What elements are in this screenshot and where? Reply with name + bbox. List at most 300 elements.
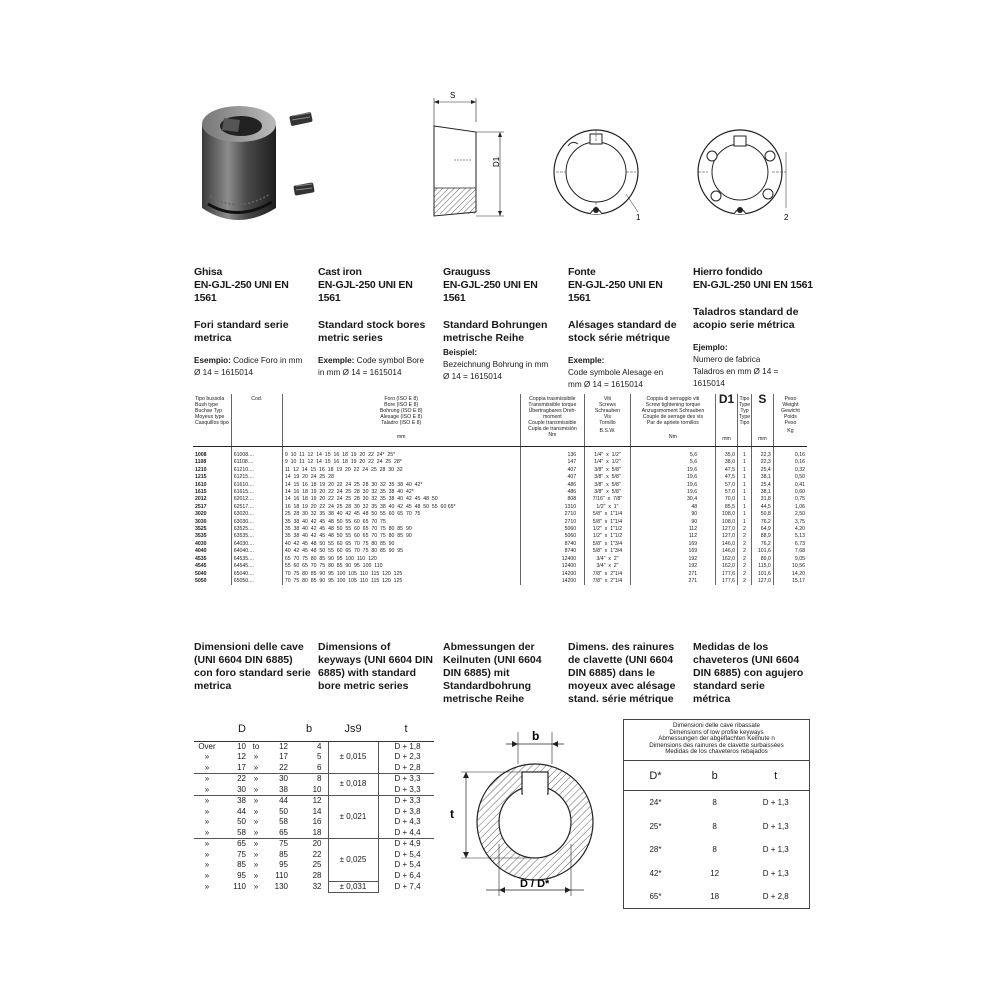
cell-bores: 14 19 20 24 25 28 [282,474,520,481]
cell-d: 24* [649,798,662,808]
material-column-es [693,266,813,390]
cell-bores: 40 42 45 48 50 55 60 65 70 75 80 85 90 [282,541,520,548]
screw-length: 1" [613,503,619,510]
cell-tipo: 2 [738,541,752,548]
screw-length: 5/8" [611,489,621,496]
cell-screw [585,511,631,518]
material-column-de [443,266,561,383]
times-sign: x [601,533,611,540]
times-sign: x [601,511,611,518]
cell-t: D + 5,4 [394,860,421,869]
cell-to-word: » [253,752,259,761]
table-row [193,578,807,585]
cell-from: 17 [220,763,248,774]
cell-t: D + 1,3 [762,845,789,855]
cell-to: 22 [264,763,290,774]
cell-from: 38 [237,796,246,805]
times-sign: x [601,548,611,555]
cell-torque: 1310 [520,504,585,511]
screw-length: 1"3/4 [610,548,623,555]
cell-from: 85 [237,860,246,869]
times-sign: x [601,577,611,584]
keyway-row [194,828,434,839]
cell-to-word: » [253,806,259,816]
cell-from: 44 [237,806,246,816]
cell-torque: 486 [520,489,585,496]
keyway-header-b: b [290,717,328,741]
keyway-row [194,850,434,861]
cell-tightening: 90 [630,519,715,526]
cell-s: 76,2 [751,541,773,548]
low-profile-header-row [624,761,809,791]
cell-to: 50 [279,806,288,816]
cell-tipo: 2 [738,526,752,533]
s-label: S [450,91,456,100]
cell-tightening: 48 [630,504,715,511]
cell-b: 6 [290,763,328,774]
times-sign: x [603,452,612,458]
screw-length: 1"1/4 [610,511,623,518]
example-code: Code symbole Alesage en mm Ø 14 = 1615014 [568,368,664,389]
table-row [193,519,807,526]
cell-t: D + 6,4 [394,870,421,880]
low-profile-header-b: b [687,761,743,791]
example-code: in mm Ø 14 = 1615014 [318,368,402,377]
cell-cod: 63020.... [231,511,282,518]
cell-over: » [204,806,210,816]
cell-b: 20 [290,839,328,850]
material-name: Hierro fondido [693,266,763,278]
cell-screw [585,482,631,489]
header-tipo: Tipo Type Typ Type Tipo [738,394,752,447]
cell-tightening: 192 [630,563,715,570]
cell-weight: 0,41 [773,482,807,489]
screw-length: 1"3/4 [610,540,623,547]
screw-length: 1"1/4 [610,518,623,525]
cell-to: 95 [279,860,288,869]
cell-to: 38 [264,785,290,796]
low-profile-row [624,791,809,815]
cell-tipo: 1 [738,519,752,526]
table-row [193,541,807,548]
keyway-drawing [446,724,616,900]
cell-tightening: 169 [630,548,715,555]
cell-screw [585,474,631,481]
cell-d: 65* [649,892,662,902]
cell-b: 14 [290,807,328,818]
times-sign: x [601,518,611,525]
cell-over: » [204,849,210,859]
cell-t: D + 2,8 [762,892,789,902]
cell-to: 110 [275,870,288,880]
cell-d1: 177,6 [716,571,738,578]
cell-over: » [204,774,210,783]
cell-b: 10 [290,785,328,796]
example-text: Bezeichnung Bohrung in mm [443,360,549,369]
cell-weight: 10,56 [773,563,807,570]
table-row [193,504,807,511]
cell-to-word: » [253,849,259,859]
cell-weight: 5,13 [773,533,807,540]
cell-torque: 407 [520,474,585,481]
cell-tightening: 271 [630,578,715,585]
screw-size: 5/8" [592,548,602,555]
cell-weight: 7,68 [773,548,807,555]
cell-bores: 70 75 80 85 90 95 100 105 110 115 120 125 [282,578,520,585]
cell-tightening: 112 [630,533,715,540]
material-norm: EN-GJL-250 UNI EN 1561 [693,279,813,291]
cell-weight: 1,06 [773,504,807,511]
screw-length: 2" [613,563,619,570]
cell-cod: 61108.... [231,459,282,466]
cell-js9: ± 0,018 [328,774,378,796]
screw-length: 1"1/2 [610,533,623,540]
cell-type: 2517 [195,503,207,510]
cell-type: 1008 [195,452,207,458]
keyway-title-en: Dimensions of keyways (UNI 6604 DIN 6885) with standard bore metric series [318,641,433,692]
cell-s: 22,3 [751,459,773,466]
cell-s: 22,3 [751,447,773,460]
low-profile-row [624,838,809,862]
screw-size: 5/8" [592,511,602,518]
cell-d: 28* [649,845,662,855]
cell-tipo: 2 [738,578,752,585]
cell-weight: 9,05 [773,556,807,563]
keyway-table [194,717,434,893]
cell-tipo: 1 [738,504,752,511]
cell-torque: 12400 [520,556,585,563]
header-screws: Viti Screws Schrauben Vis Tornillo B.S.W. [585,394,631,447]
keyway-row [194,752,434,763]
cell-tipo: 2 [738,556,752,563]
cell-to-word: » [253,870,259,880]
cell-tightening: 30,4 [630,496,715,503]
cell-js9: ± 0,031 [328,881,378,893]
cell-b: 18 [710,892,720,902]
cell-s: 101,6 [751,571,773,578]
example-label: Ejemplo: [693,343,728,352]
cell-tipo: 1 [738,474,752,481]
cell-screw [585,496,631,503]
cell-s: 38,1 [751,489,773,496]
bush-photo [188,96,328,230]
taper-bush-table [193,394,807,585]
cell-to-word: » [253,860,259,869]
cell-type: 4545 [195,563,207,570]
cell-torque: 8740 [520,541,585,548]
cell-t: D + 4,4 [378,828,434,839]
cell-type: 4030 [195,540,207,547]
bores-title: Taladros standard de acopio serie métrica [693,306,799,331]
cell-d1: 35,0 [716,447,738,460]
bush-type2-drawing [690,122,800,226]
screw-length: 2" [613,555,619,562]
cell-bores: 55 60 65 70 75 80 85 90 95 100 110 [282,563,520,570]
cell-b: 8 [290,774,328,785]
cell-s: 31,8 [751,496,773,503]
cell-b: 18 [290,828,328,839]
screw-size: 1/2" [596,503,606,510]
material-name: Grauguss [443,266,491,278]
cell-cod: 65050.... [231,578,282,585]
cell-type: 5040 [195,570,207,577]
cell-torque: 5060 [520,526,585,533]
cell-type: 5050 [195,577,207,584]
header-s: S mm [751,394,773,447]
cell-screw [585,571,631,578]
cell-type: 1610 [195,481,207,488]
cell-to-word: » [253,881,259,891]
cell-t: D + 1,8 [394,741,421,751]
cell-screw [585,519,631,526]
material-norm: EN-GJL-250 UNI EN 1561 [443,279,538,304]
cell-screw [585,467,631,474]
keyway-header-t: t [378,717,434,741]
screw-size: 3/8" [594,481,604,488]
screw-size: 1/4" [594,452,604,458]
example-label: Beispiel: [443,348,478,357]
times-sign: x [603,466,612,473]
low-profile-row [624,861,809,885]
material-name: Ghisa [194,266,223,278]
cell-type: 4040 [195,548,207,555]
header-torque: Coppia trasmissibile Transmissible torque Übertragbares Dreh- moment Couple transmissible Cupla de transmisión Nm [520,394,585,447]
keyway-title-fr: Dimens. des rainures de clavette (UNI 6604 DIN 6885) dans le moyeux avec alésage stand. série métrique [568,641,676,705]
cell-weight: 0,16 [773,459,807,466]
cell-weight: 0,32 [773,467,807,474]
cell-type: 2012 [195,496,207,503]
cell-tipo: 2 [738,563,752,570]
cell-b: 28 [290,871,328,882]
bores-title: Standard Bohrungen metrische Reihe [443,319,548,344]
cell-tipo: 1 [738,489,752,496]
cell-to: 12 [279,741,288,751]
cell-from: 95 [237,870,246,880]
cell-screw [585,526,631,533]
screw-size: 7/16" [592,496,605,503]
times-sign: x [603,474,612,481]
cell-b: 8 [712,845,717,855]
cell-screw [585,548,631,555]
cell-s: 44,5 [751,504,773,511]
cell-to-word: » [253,796,259,805]
keyway-header-d: D [194,717,290,741]
screw-size: 5/8" [592,518,602,525]
header-weight: Peso Weight Gewicht Poids Peso Kg [773,394,807,447]
cell-torque: 136 [520,447,585,460]
cell-b: 22 [290,850,328,861]
header-type: Tipo bussola Bush type Buchse Typ Moyeux type Casquillos tipo [193,394,231,447]
table-row [193,482,807,489]
type1-label: 1 [636,213,641,222]
cell-bores: 35 38 40 42 45 48 50 55 60 65 70 75 80 85 90 [282,526,520,533]
cell-torque: 486 [520,482,585,489]
cell-screw [585,489,631,496]
header-cod: Cod. [231,394,282,447]
cell-over: » [204,752,210,761]
table-row [193,563,807,570]
cell-bores: 25 28 30 32 35 38 40 42 45 48 50 55 60 65 70 75 [282,511,520,518]
keyway-row [194,763,434,774]
low-profile-header-d: D* [624,761,687,791]
header-tightening: Coppia di serraggio viti Screw tightening torque Anzugsmoment Schrauben Couple de serrage des vis Par de apriete tornillos Nm [630,394,715,447]
bores-title: Fori standard serie metrica [194,319,289,344]
screw-icon [293,182,314,195]
cell-torque: 8740 [520,548,585,555]
cell-type: 1615 [195,489,207,496]
times-sign: x [603,481,612,488]
cell-tipo: 1 [738,511,752,518]
cell-t: D + 5,4 [394,849,421,859]
cell-from: 30 [220,785,248,796]
keyway-row [194,785,434,796]
screw-size: 5/8" [592,540,602,547]
cell-bores: 9 10 11 12 14 15 16 18 19 20 22 24 25 28* [282,459,520,466]
low-profile-row [624,885,809,909]
cell-over: » [204,839,210,848]
material-column-it [194,266,312,379]
keyway-row [194,774,434,785]
cell-over: » [204,881,210,891]
cell-screw [585,447,631,460]
screw-length: 1/2" [611,452,621,458]
screw-size: 3/4" [596,563,606,570]
cell-d1: 146,0 [716,541,738,548]
cell-from: 22 [237,774,246,783]
keyway-row [194,796,434,807]
cell-to-word: » [248,763,264,774]
cell-bores: 65 70 75 80 85 90 95 100 110 120 [282,556,520,563]
screw-size: 7/8" [592,570,602,577]
cell-weight: 3,75 [773,519,807,526]
cell-tightening: 271 [630,571,715,578]
material-norm: EN-GJL-250 UNI EN 1561 [318,279,413,304]
cell-torque: 2710 [520,511,585,518]
header-bore: Foro (ISO E 8) Bore (ISO E 8) Bohrung (ISO E 8) Alesage (ISO E 8) Taladro (ISO E 8) mm [282,394,520,447]
screw-length: 2"1/4 [610,570,623,577]
cell-screw [585,541,631,548]
cell-bores: 9 10 11 12 14 15 16 18 19 20 22 24* 25* [282,447,520,460]
cell-s: 101,6 [751,548,773,555]
cell-weight: 15,17 [773,578,807,585]
cell-from: 110 [233,881,246,891]
cell-b: 8 [712,798,717,808]
cell-cod: 63525.... [231,526,282,533]
cell-to: 65 [264,828,290,839]
times-sign: x [601,526,611,533]
material-norm: EN-GJL-250 UNI EN 1561 [194,279,289,304]
example-label: Exemple: [568,356,605,365]
cell-t: D + 4,3 [394,817,421,826]
cell-s: 25,4 [751,482,773,489]
screw-size: 3/8" [594,474,604,481]
cell-t: D + 3,3 [394,774,421,783]
screw-length: 5/8" [611,481,621,488]
cell-screw [585,563,631,570]
example-code: Ø 14 = 1615014 [194,368,253,377]
cell-tightening: 19,6 [630,482,715,489]
screw-length: 2"1/4 [610,577,623,584]
cell-tipo: 2 [738,548,752,555]
cell-tipo: 2 [738,533,752,540]
cell-from: 50 [237,817,246,826]
bores-title: Alésages standard de stock série métrique [568,319,677,344]
cell-to: 85 [279,849,288,859]
cell-from: 75 [237,849,246,859]
material-name: Cast iron [318,266,362,278]
cell-weight: 0,75 [773,496,807,503]
cell-tightening: 5,6 [630,447,715,460]
keyway-row [194,741,434,752]
cell-torque: 12400 [520,563,585,570]
cell-type: 3020 [195,511,207,518]
cell-d1: 127,0 [716,533,738,540]
cell-type: 4535 [195,555,207,562]
keyway-title-it: Dimensioni delle cave (UNI 6604 DIN 6885) con foro standard serie metrica [194,641,311,692]
cell-d: 42* [649,868,662,878]
cell-cod: 63030.... [231,519,282,526]
times-sign: x [603,489,612,496]
cell-screw [585,578,631,585]
cell-t: D + 3,3 [378,785,434,796]
cell-type: 1215 [195,474,207,481]
cell-d1: 146,0 [716,548,738,555]
cell-s: 76,2 [751,519,773,526]
cell-bores: 40 42 45 48 50 55 60 65 70 75 80 85 90 95 [282,548,520,555]
cell-s: 50,8 [751,511,773,518]
cell-bores: 16 18 19 20 22 24 25 28 30 32 35 38 40 42 45 48 50 55 60 65* [282,504,520,511]
table-row [193,489,807,496]
cell-s: 64,9 [751,526,773,533]
cell-type: 3525 [195,526,207,533]
cell-js9: ± 0,015 [328,741,378,774]
cell-tightening: 169 [630,541,715,548]
keyway-row [194,871,434,882]
cell-tipo: 1 [738,447,752,460]
low-profile-table [623,719,810,909]
times-sign: x [601,570,611,577]
cell-type: 1210 [195,466,207,473]
cell-cod: 61215.... [231,474,282,481]
bush-section-drawing [424,88,520,228]
cell-tightening: 5,6 [630,459,715,466]
cell-tipo: 1 [738,467,752,474]
cell-torque: 14200 [520,578,585,585]
cell-js9: ± 0,021 [328,796,378,839]
cell-bores: 35 38 40 42 45 48 50 55 60 65 70 75 80 85 90 [282,533,520,540]
cell-to: 130 [274,881,288,891]
material-column-en [318,266,436,379]
cell-to-word: » [248,828,264,839]
cell-d1: 127,0 [716,526,738,533]
cell-torque: 2710 [520,519,585,526]
cell-to-word: » [253,839,259,848]
b-label: b [532,729,540,743]
cell-t: D + 4,9 [394,839,421,848]
cell-torque: 147 [520,459,585,466]
cell-type: 3535 [195,533,207,540]
keyway-row [194,807,434,818]
screw-length: 7/8" [613,496,623,503]
cell-t: D + 2,8 [378,763,434,774]
cell-over: » [194,828,220,839]
table-row [193,511,807,518]
cell-bores: 70 75 80 85 90 95 100 105 110 115 120 125 [282,571,520,578]
cell-over: » [204,817,210,826]
keyway-row [194,860,434,871]
table-row [193,447,807,460]
cell-b: 32 [290,881,328,893]
